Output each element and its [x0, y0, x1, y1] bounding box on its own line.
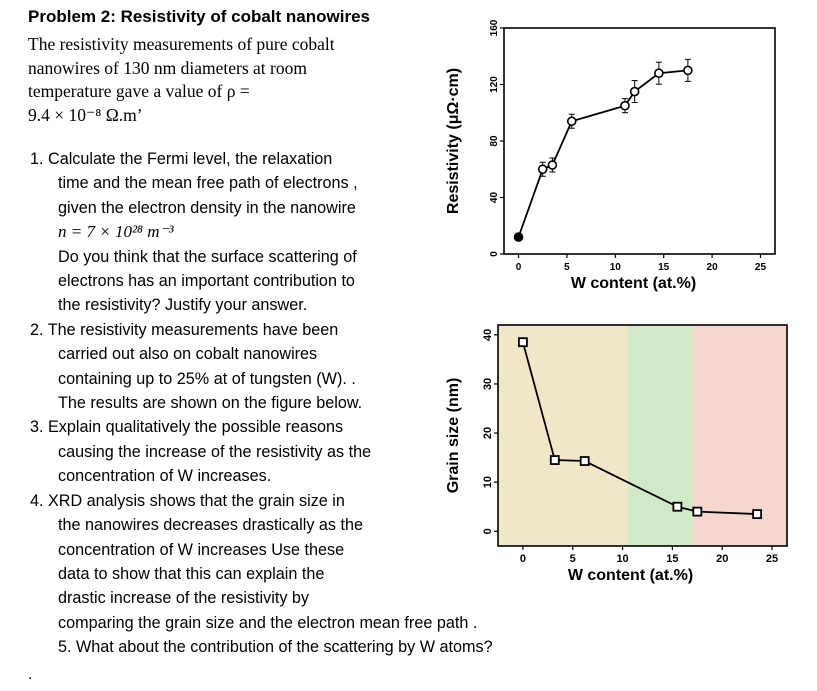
x-axis-label: W content (at.%): [567, 567, 694, 584]
q2-line: containing up to 25% at of tungsten (W). .: [58, 369, 356, 388]
q4-line: concentration of W increases Use these: [58, 540, 345, 559]
plot-frame: [504, 28, 775, 254]
data-point: [551, 456, 559, 464]
y-tick-label: 0: [489, 251, 500, 257]
q4-line: the nanowires decreases drastically as the: [58, 516, 364, 535]
intro-line: temperature gave a value of ρ =: [28, 81, 250, 101]
q2-line: The results are shown on the figure below.: [58, 394, 363, 413]
electron-density-formula: n = 7 × 10²⁸ m⁻³: [58, 222, 174, 242]
x-tick-label: 5: [569, 553, 576, 565]
data-point: [684, 66, 692, 74]
data-point: [631, 88, 639, 96]
q1-line: given the electron density in the nanowire: [58, 198, 356, 217]
y-axis-label: Resistivity (μΩ·cm): [445, 67, 462, 215]
q1-line: Do you think that the surface scattering of: [58, 247, 357, 266]
resistivity-chart: [440, 18, 790, 300]
y-tick-label: 30: [482, 377, 494, 391]
x-tick-label: 25: [765, 553, 779, 565]
trailing-mark: .: [28, 666, 33, 683]
x-tick-label: 5: [564, 262, 570, 273]
y-tick-label: 120: [489, 76, 500, 93]
problem-title: Problem 2: Resistivity of cobalt nanowires: [28, 7, 370, 26]
intro-line: nanowires of 130 nm diameters at room: [28, 57, 307, 78]
x-tick-label: 0: [515, 262, 522, 273]
intro-line: The resistivity measurements of pure cobalt: [28, 34, 335, 54]
data-point: [621, 102, 629, 110]
x-tick-label: 15: [658, 262, 670, 273]
y-tick-label: 20: [482, 426, 494, 440]
q3-line: causing the increase of the resistivity as the: [58, 442, 372, 461]
data-point: [539, 165, 547, 173]
data-point: [753, 510, 761, 518]
x-tick-label: 10: [609, 262, 621, 273]
y-tick-label: 80: [489, 135, 500, 147]
y-axis-label: Grain size (nm): [445, 377, 462, 494]
data-point: [568, 117, 576, 125]
q2-line: 2. The resistivity measurements have been: [30, 320, 339, 339]
q3-line: concentration of W increases.: [58, 467, 272, 486]
x-tick-label: 25: [754, 262, 767, 273]
background-region: [498, 325, 628, 546]
q1-line: the resistivity? Justify your answer.: [58, 296, 308, 315]
data-point: [519, 338, 527, 346]
x-axis-label: W content (at.%): [570, 275, 697, 292]
y-tick-label: 40: [489, 191, 500, 204]
data-point: [673, 503, 681, 511]
q1-line: 1. Calculate the Fermi level, the relaxation: [30, 150, 333, 168]
grain-size-chart: [440, 318, 790, 608]
data-point: [548, 161, 556, 169]
x-tick-label: 20: [716, 553, 729, 565]
data-point: [581, 457, 589, 465]
x-tick-label: 10: [616, 553, 629, 565]
x-tick-label: 20: [706, 262, 718, 273]
y-tick-label: 0: [482, 528, 494, 535]
q1-line: electrons has an important contribution to: [58, 272, 355, 291]
q1-line: time and the mean free path of electrons ,: [58, 174, 358, 193]
q4-line: 4. XRD analysis shows that the grain size in: [30, 491, 345, 510]
question-list: [30, 147, 493, 660]
q3-line: 3. Explain qualitatively the possible reasons: [30, 418, 344, 437]
intro-line: 9.4 × 10⁻⁸ Ω.m’: [28, 104, 143, 125]
q4-line: comparing the grain size and the electron mean free path .: [58, 613, 478, 632]
q5-line: 5. What about the contribution of the scattering by W atoms?: [58, 638, 493, 657]
y-tick-label: 160: [489, 19, 500, 37]
y-tick-label: 40: [482, 328, 494, 341]
x-tick-label: 0: [519, 553, 526, 565]
q2-line: carried out also on cobalt nanowires: [58, 345, 318, 364]
data-point: [655, 69, 663, 77]
intro-paragraph: [28, 33, 428, 127]
q4-line: data to show that this can explain the: [58, 564, 325, 583]
x-tick-label: 15: [666, 553, 679, 565]
y-tick-label: 10: [482, 476, 494, 489]
q4-line: drastic increase of the resistivity by: [58, 589, 310, 608]
background-region: [628, 325, 693, 546]
data-point: [693, 508, 701, 516]
data-point: [515, 233, 523, 241]
series-line: [519, 70, 688, 237]
